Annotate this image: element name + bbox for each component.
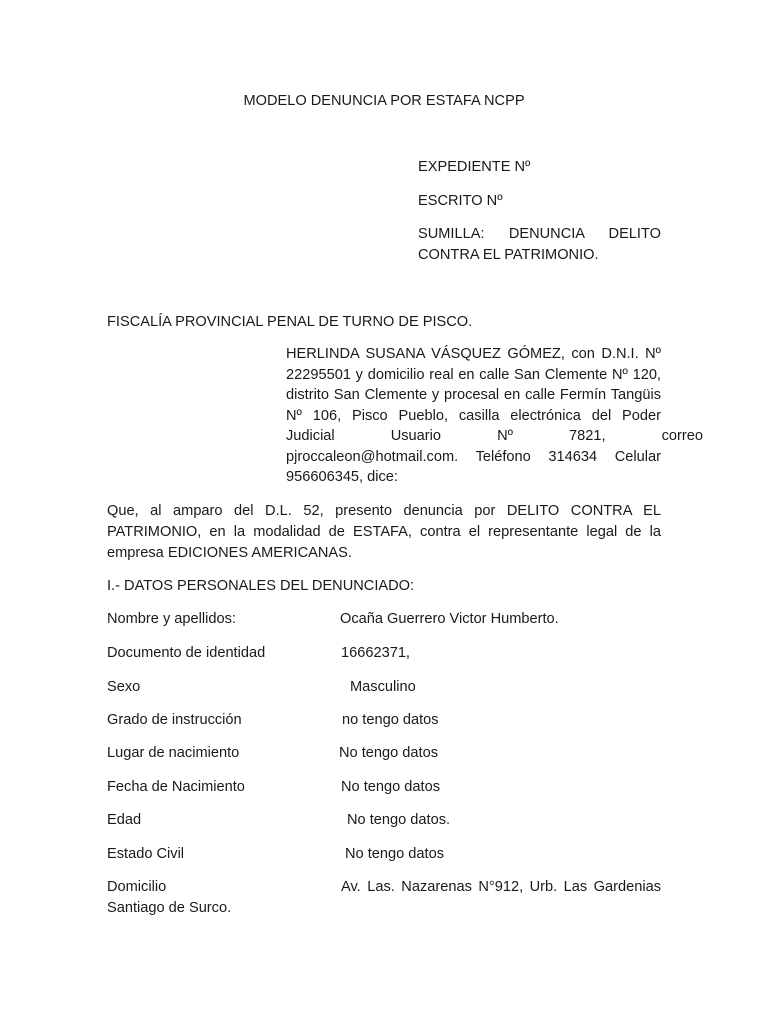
complainant-line: 22295501 y domicilio real en calle San Clemente Nº 120,	[286, 366, 661, 383]
body-paragraph	[107, 501, 661, 564]
field-label-lugar: Lugar de nacimiento	[107, 745, 240, 761]
complainant-line: Nº 106, Pisco Pueblo, casilla electrónica del Poder	[286, 407, 661, 424]
complainant-line: 956606345, dice:	[286, 469, 398, 485]
field-value-nombre: Ocaña Guerrero Victor Humberto.	[340, 611, 559, 627]
body-line: PATRIMONIO, en la modalidad de ESTAFA, contra el representante legal de la	[107, 524, 661, 540]
complainant-line: HERLINDA SUSANA VÁSQUEZ GÓMEZ, con D.N.I. Nº	[286, 346, 661, 362]
field-value-sexo: Masculino	[350, 679, 416, 695]
sumilla-line: SUMILLA: DENUNCIA DELITO	[418, 226, 661, 242]
complainant-paragraph	[286, 344, 703, 488]
complainant-line: pjroccaleon@hotmail.com. Teléfono 314634 Celular	[286, 448, 661, 465]
body-line: Que, al amparo del D.L. 52, presento denuncia por DELITO CONTRA EL	[107, 503, 661, 519]
field-label-sexo: Sexo	[107, 679, 141, 695]
body-line: empresa EDICIONES AMERICANAS.	[107, 545, 352, 561]
complainant-line: Judicial Usuario Nº 7821, correo	[286, 428, 703, 444]
field-label-documento: Documento de identidad	[107, 645, 266, 661]
field-value-fecha: No tengo datos	[341, 779, 440, 795]
field-value-estado-civil: No tengo datos	[345, 846, 444, 862]
field-value-domicilio: Av. Las. Nazarenas N°912, Urb. Las Gardenias	[341, 879, 661, 895]
complainant-line: distrito San Clemente y procesal en calle Fermín Tangüis	[286, 387, 661, 403]
field-label-fecha: Fecha de Nacimiento	[107, 779, 245, 795]
field-value-grado: no tengo datos	[342, 712, 439, 728]
field-label-estado-civil: Estado Civil	[107, 846, 185, 862]
field-value-edad: No tengo datos.	[347, 812, 451, 828]
document-title: MODELO DENUNCIA POR ESTAFA NCPP	[243, 93, 525, 109]
field-label-nombre: Nombre y apellidos:	[107, 611, 236, 627]
field-label-edad: Edad	[107, 812, 142, 828]
field-label-grado: Grado de instrucción	[107, 712, 242, 728]
field-value-domicilio-continuation: Santiago de Surco.	[107, 900, 232, 916]
escrito-label: ESCRITO Nº	[418, 193, 503, 209]
expediente-label: EXPEDIENTE Nº	[418, 159, 531, 175]
field-label-domicilio: Domicilio	[107, 879, 167, 895]
addressee: FISCALÍA PROVINCIAL PENAL DE TURNO DE PISCO.	[107, 314, 473, 330]
section-title: I.- DATOS PERSONALES DEL DENUNCIADO:	[107, 578, 415, 594]
sumilla-line: CONTRA EL PATRIMONIO.	[418, 247, 599, 263]
field-value-lugar: No tengo datos	[339, 745, 438, 761]
sumilla-block	[418, 224, 661, 266]
field-value-documento: 16662371,	[341, 645, 410, 661]
